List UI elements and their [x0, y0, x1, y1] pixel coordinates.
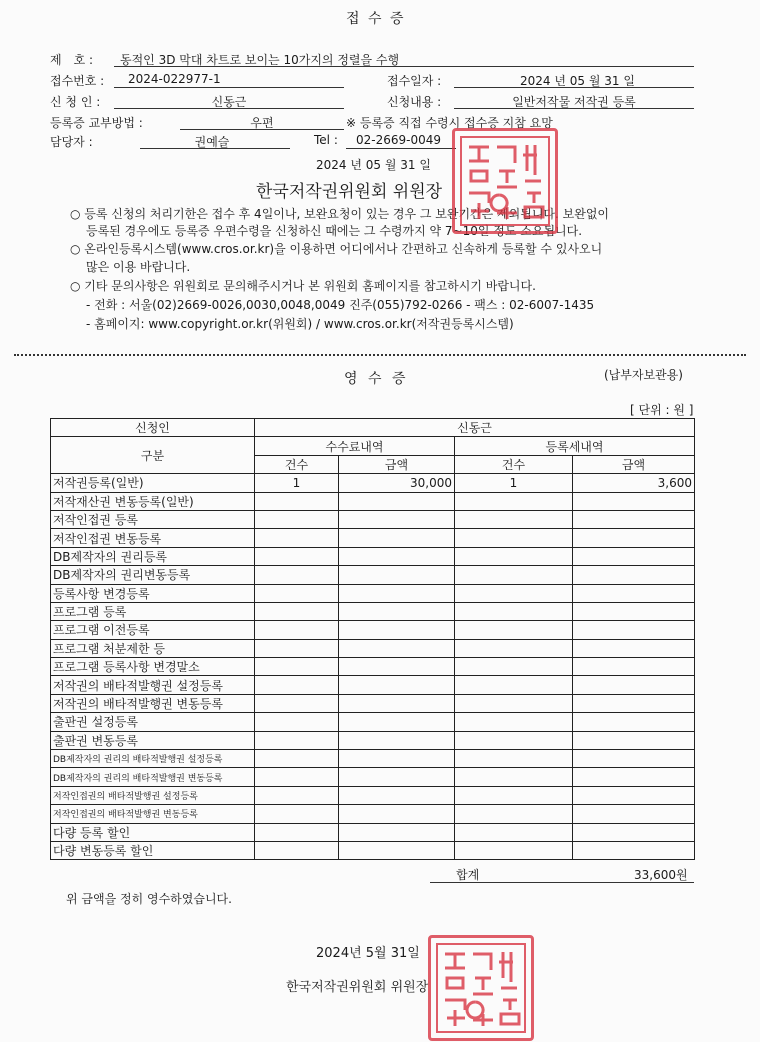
manager-label: 담당자 : [50, 135, 93, 149]
note-1: ○ 등록 신청의 처리기한은 접수 후 4일이나, 보완요청이 있는 경우 그 보완기간은 제외됩니다. 보완없이 [70, 207, 610, 221]
row-tax-amount [573, 768, 695, 786]
row-fee-count [255, 713, 339, 731]
manager-underline [140, 148, 290, 149]
official-seal-bottom [428, 935, 534, 1041]
applicant-label: 신 청 인 : [50, 95, 101, 109]
total-label: 합계 [456, 868, 480, 882]
row-tax-amount [573, 823, 695, 841]
row-tax-count [455, 768, 573, 786]
row-fee-count [255, 547, 339, 565]
row-tax-amount [573, 584, 695, 602]
row-tax-amount [573, 786, 695, 804]
row-tax-count: 1 [455, 474, 573, 492]
row-fee-amount [339, 547, 455, 565]
applicant-header: 신청인 [51, 419, 255, 437]
bill-issuer: 한국저작권위원회 위원장 [286, 980, 429, 995]
row-category: DB제작자의 권리의 배타적발행권 변동등록 [51, 768, 255, 786]
table-row [51, 694, 695, 712]
table-row [51, 639, 695, 657]
receipt-issuer: 한국저작권위원회 위원장 [256, 182, 443, 202]
row-fee-count [255, 676, 339, 694]
header-row-1 [51, 437, 695, 455]
unit-note: [ 단위 : 원 ] [630, 403, 694, 417]
applicant-value: 신동근 [211, 95, 247, 109]
official-seal-top [452, 128, 558, 234]
row-tax-amount [573, 621, 695, 639]
row-tax-amount [573, 510, 695, 528]
row-fee-amount [339, 658, 455, 676]
row-category: 저작권의 배타적발행권 설정등록 [51, 676, 255, 694]
row-tax-count [455, 566, 573, 584]
tax-header: 등록세내역 [455, 437, 695, 455]
row-tax-count [455, 547, 573, 565]
row-fee-amount [339, 676, 455, 694]
row-fee-amount [339, 510, 455, 528]
delivery-note: ※ 등록증 직접 수령시 접수증 지참 요망 [346, 116, 553, 130]
total-underline [430, 882, 694, 883]
row-category: 저작인접권 등록 [51, 510, 255, 528]
row-category: 다량 등록 할인 [51, 823, 255, 841]
row-fee-amount [339, 805, 455, 823]
row-category: 저작인접권 변동등록 [51, 529, 255, 547]
row-fee-count [255, 841, 339, 859]
row-fee-amount [339, 602, 455, 620]
row-fee-count [255, 750, 339, 768]
row-tax-amount [573, 492, 695, 510]
row-fee-amount [339, 566, 455, 584]
row-fee-count [255, 694, 339, 712]
row-fee-amount [339, 823, 455, 841]
row-tax-amount [573, 805, 695, 823]
row-tax-amount [573, 547, 695, 565]
table-row [51, 823, 695, 841]
row-tax-amount [573, 529, 695, 547]
tel-value: 02-2669-0049 [356, 133, 442, 147]
row-tax-amount [573, 731, 695, 749]
note-2: 등록된 경우에도 등록증 우편수령을 신청하신 때에는 그 수령까지 약 7~10일 정도 소요됩니다. [86, 224, 583, 238]
tax-count-header: 건수 [455, 455, 573, 473]
content-underline [454, 108, 694, 109]
table-row [51, 658, 695, 676]
row-fee-count: 1 [255, 474, 339, 492]
row-category: 프로그램 등록사항 변경말소 [51, 658, 255, 676]
row-tax-count [455, 841, 573, 859]
bill-date: 2024년 5월 31일 [316, 946, 420, 961]
row-fee-count [255, 510, 339, 528]
table-row [51, 547, 695, 565]
row-category: 등록사항 변경등록 [51, 584, 255, 602]
seal-icon [431, 938, 531, 1038]
row-fee-count [255, 731, 339, 749]
receipt-title: 접 수 증 [346, 11, 406, 27]
tax-amount-header: 금액 [573, 455, 695, 473]
row-category: 프로그램 처분제한 등 [51, 639, 255, 657]
table-row [51, 750, 695, 768]
table-row [51, 713, 695, 731]
applicant-name: 신동근 [255, 419, 695, 437]
delivery-label: 등록증 교부방법 : [50, 116, 143, 130]
table-row [51, 676, 695, 694]
seal-icon [455, 131, 555, 231]
row-tax-count [455, 584, 573, 602]
row-fee-count [255, 786, 339, 804]
delivery-underline [180, 129, 344, 130]
receipt-date-label: 접수일자 : [387, 74, 442, 88]
row-tax-count [455, 510, 573, 528]
row-tax-count [455, 823, 573, 841]
total-value: 33,600원 [634, 868, 688, 882]
row-fee-count [255, 529, 339, 547]
row-tax-amount [573, 676, 695, 694]
row-fee-count [255, 621, 339, 639]
row-fee-amount: 30,000 [339, 474, 455, 492]
row-fee-count [255, 566, 339, 584]
bill-title: 영 수 증 [344, 371, 409, 387]
row-tax-count [455, 492, 573, 510]
fee-table [50, 418, 695, 860]
row-tax-amount: 3,600 [573, 474, 695, 492]
table-row [51, 529, 695, 547]
row-category: 저작재산권 변동등록(일반) [51, 492, 255, 510]
row-tax-amount [573, 658, 695, 676]
tel-label: Tel : [314, 133, 338, 147]
row-tax-count [455, 602, 573, 620]
table-row [51, 510, 695, 528]
row-tax-count [455, 658, 573, 676]
receipt-no-label: 접수번호 : [50, 74, 105, 88]
manager-value: 권예슬 [194, 135, 230, 149]
subject-label: 제 호 : [50, 53, 94, 67]
issue-date: 2024 년 05 월 31 일 [316, 158, 431, 172]
row-tax-amount [573, 639, 695, 657]
row-tax-count [455, 713, 573, 731]
row-category: 저작인접권의 배타적발행권 변동등록 [51, 805, 255, 823]
row-tax-count [455, 731, 573, 749]
row-tax-count [455, 529, 573, 547]
row-category: DB제작자의 권리등록 [51, 547, 255, 565]
content-value: 일반저작물 저작권 등록 [512, 95, 636, 109]
row-category: 저작인접권의 배타적발행권 설정등록 [51, 786, 255, 804]
copy-note: (납부자보관용) [604, 368, 683, 382]
applicant-underline [114, 108, 344, 109]
row-fee-count [255, 768, 339, 786]
row-fee-count [255, 658, 339, 676]
table-row [51, 786, 695, 804]
note-7: - 홈페이지: www.copyright.or.kr(위원회) / www.cros.or.kr(저작권등록시스템) [86, 317, 514, 331]
table-row [51, 731, 695, 749]
note-3: ○ 온라인등록시스템(www.cros.or.kr)을 이용하면 어디에서나 간편하고 신속하게 등록할 수 있사오니 [70, 242, 603, 256]
row-fee-count [255, 602, 339, 620]
row-fee-amount [339, 694, 455, 712]
row-category: 프로그램 이전등록 [51, 621, 255, 639]
row-tax-amount [573, 841, 695, 859]
note-6: - 전화 : 서울(02)2669-0026,0030,0048,0049 진주(055)792-0266 - 팩스 : 02-6007-1435 [86, 298, 595, 312]
row-fee-count [255, 823, 339, 841]
row-fee-amount [339, 492, 455, 510]
row-fee-count [255, 639, 339, 657]
row-category: 출판권 변동등록 [51, 731, 255, 749]
row-fee-amount [339, 731, 455, 749]
row-fee-count [255, 584, 339, 602]
row-fee-amount [339, 529, 455, 547]
row-tax-count [455, 750, 573, 768]
note-5: ○ 기타 문의사항은 위원회로 문의해주시거나 본 위원회 홈페이지를 참고하시기 바랍니다. [70, 279, 536, 293]
row-tax-count [455, 694, 573, 712]
table-row [51, 805, 695, 823]
row-tax-count [455, 805, 573, 823]
row-tax-amount [573, 694, 695, 712]
table-row [51, 841, 695, 859]
row-fee-count [255, 805, 339, 823]
row-fee-amount [339, 639, 455, 657]
row-fee-amount [339, 841, 455, 859]
receipt-statement: 위 금액을 정히 영수하였습니다. [66, 892, 232, 906]
table-row [51, 768, 695, 786]
note-4: 많은 이용 바랍니다. [86, 260, 191, 274]
row-fee-amount [339, 713, 455, 731]
fee-amount-header: 금액 [339, 455, 455, 473]
subject-value: 동적인 3D 막대 차트로 보이는 10가지의 정렬을 수행 [120, 53, 400, 67]
table-row [51, 492, 695, 510]
row-fee-amount [339, 750, 455, 768]
cut-line [14, 354, 746, 356]
row-category: 출판권 설정등록 [51, 713, 255, 731]
table-row [51, 584, 695, 602]
row-tax-count [455, 621, 573, 639]
row-tax-count [455, 786, 573, 804]
row-tax-amount [573, 566, 695, 584]
row-tax-count [455, 676, 573, 694]
row-tax-amount [573, 750, 695, 768]
row-fee-amount [339, 768, 455, 786]
applicant-row [51, 419, 695, 437]
row-fee-count [255, 492, 339, 510]
table-row [51, 566, 695, 584]
receipt-date-underline [454, 87, 694, 88]
category-header: 구분 [51, 437, 255, 474]
table-row [51, 621, 695, 639]
receipt-no-underline [114, 87, 344, 88]
row-fee-amount [339, 786, 455, 804]
row-fee-amount [339, 584, 455, 602]
row-category: 저작권의 배타적발행권 변동등록 [51, 694, 255, 712]
fee-count-header: 건수 [255, 455, 339, 473]
row-tax-amount [573, 713, 695, 731]
row-category: 프로그램 등록 [51, 602, 255, 620]
row-category: 저작권등록(일반) [51, 474, 255, 492]
content-label: 신청내용 : [387, 95, 442, 109]
row-category: 다량 변동등록 할인 [51, 841, 255, 859]
table-row [51, 602, 695, 620]
receipt-no-value: 2024-022977-1 [128, 72, 221, 86]
receipt-date-value: 2024 년 05 월 31 일 [520, 74, 635, 88]
fee-header: 수수료내역 [255, 437, 455, 455]
tel-underline [346, 148, 456, 149]
delivery-value: 우편 [250, 116, 274, 130]
table-row [51, 474, 695, 492]
row-category: DB제작자의 권리의 배타적발행권 설정등록 [51, 750, 255, 768]
subject-underline [114, 66, 694, 67]
row-category: DB제작자의 권리변동등록 [51, 566, 255, 584]
row-fee-amount [339, 621, 455, 639]
row-tax-count [455, 639, 573, 657]
row-tax-amount [573, 602, 695, 620]
